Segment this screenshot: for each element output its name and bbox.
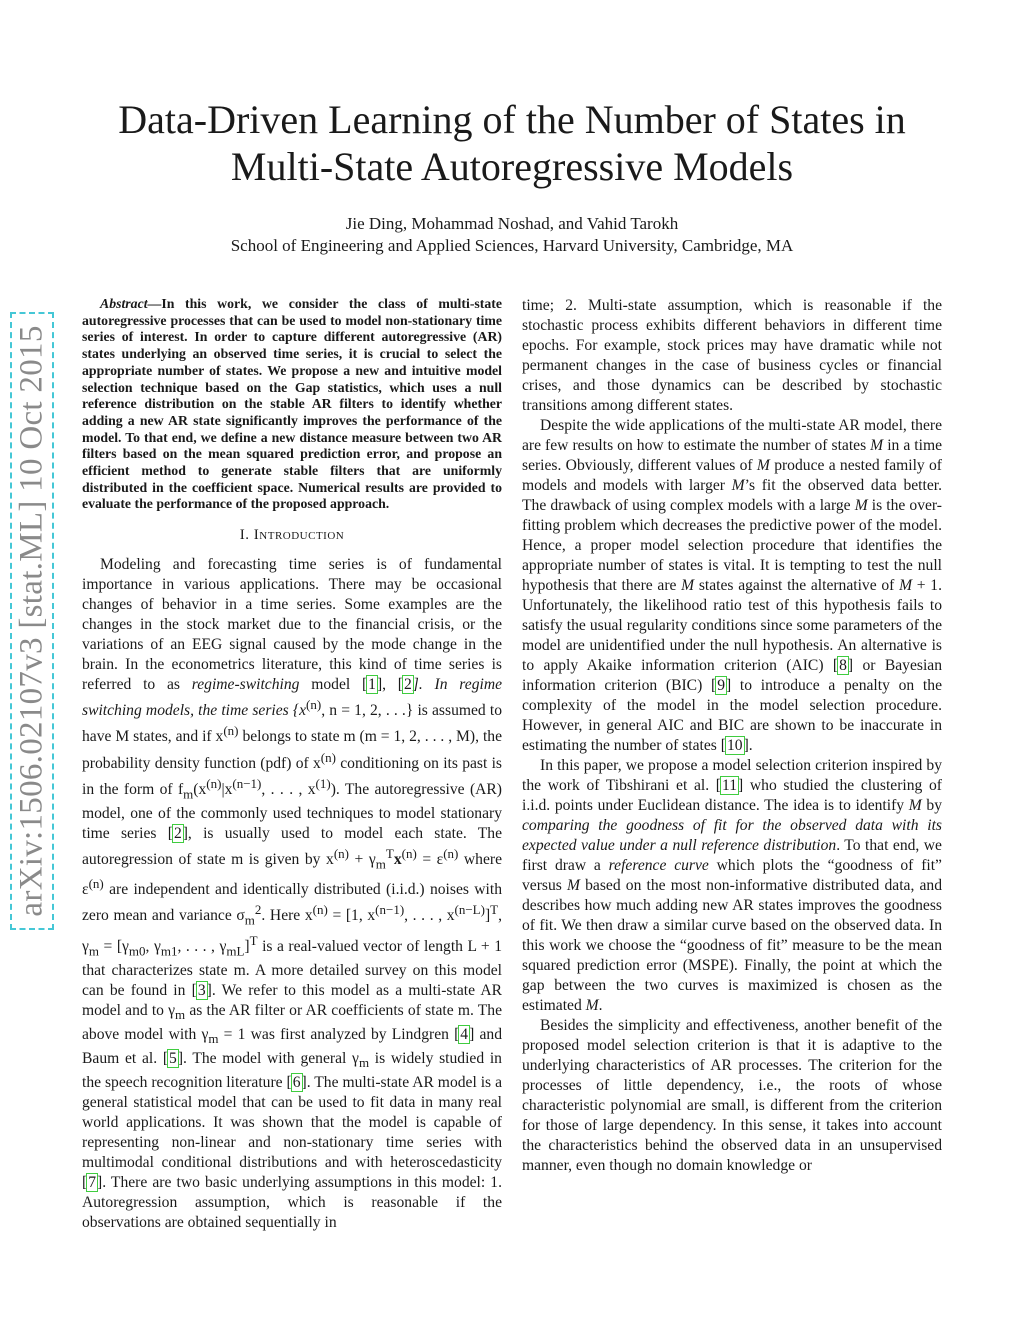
author-affiliation: School of Engineering and Applied Sciences, Harvard University, Cambridge, MA [230,236,794,255]
citation-10[interactable]: 10 [726,737,743,754]
arxiv-identifier: arXiv:1506.02107v3 [stat.ML] 10 Oct 2015 [13,325,50,917]
abstract-text: —In this work, we consider the class of multi-state autoregressive processes that can be used to model non-stationary time series of interest. In order to capture different autoregressive (AR) states underlying an observed time series, it is crucial to select the appropriate number of states. We propose a new and intuitive model selection technique based on the Gap statistics, which uses a null reference distribution on the stable AR filters to identify whether adding a new AR state significantly improves the performance of the model. To that end, we define a new distance measure between two AR filters based on the mean squared prediction error, and propose an efficient method to generate stable filters that are uniformly distributed in the coefficient space. Numerical results are provided to evaluate the performance of the proposed approach. [82,296,502,512]
intro-paragraph-1: Modeling and forecasting time series is of fundamental importance in various applications. There may be occasional changes of behavior in a time series. Some examples are the changes in the stock market due to the financial crisis, or the variations of an EEG signal caused by the mode change in the brain. In the econometrics literature, this kind of time series is referred to as regime-switching model [1], [2]. In regime switching models, the time series {$x^{(n)}$, n = 1, 2, . . .} is assumed to have M states, and if $x^{(n)}$ belongs to state m (m = 1, 2, . . . , M), the probability density function (pdf) of $x^{(n)}$ conditioning on its past is in the form of $f_m(x^{(n)}|x^{(n-1)}$, . . . , $x^{(1)}$). The autoregressive (AR) model, one of the commonly used techniques to model stationary time series [2], is usually used to model each state. The autoregression of state m is given by $x^{(n)} + \gamma_m^Tx^{(n)} = \varepsilon^{(n)}$ where $\varepsilon^{(n)}$ are independent and identically distributed (i.i.d.) noises with zero mean and variance $\sigma_m^2$. Here $x^{(n)} = [1$, $x^{(n-1)}$, . . . , $x^{(n-L)}]^T$, $\gamma_m = [\gamma_{m0}$, $\gamma_{m1}$, . . . , $\gamma_{mL}]^T$ is a real-valued vector of length L + 1 that characterizes state m. A more detailed survey on this model can be found in [3]. We refer to this model as a multi-state AR model and to $\gamma_m$ as the AR filter or AR coefficients of state m. The above model with $\gamma_m = 1$ was first analyzed by Lindgren [4] and Baum et al. [5]. The model with general $\gamma_m$ is widely studied in the speech recognition literature [6]. The multi-state AR model is a general statistical model that can be used to fit data in many real world applications. It was shown that the model is capable of representing non-linear and non-stationary time series with multimodal conditional distributions and with heteroscedasticity [7]. There are two basic underlying assumptions in this model: 1. Autoregression assumption, which is reasonable if the observations are obtained sequentially in [82,556,503,1232]
arxiv-sidebar-stamp [10,312,54,930]
citation-5[interactable]: 5 [169,1050,177,1068]
citation-7[interactable]: 7 [88,1174,96,1192]
abstract [82,296,502,513]
abstract-label: Abstract [100,296,148,311]
citation-8[interactable]: 8 [839,657,847,674]
intro-paragraph-4: Besides the simplicity and effectiveness, another benefit of the proposed model selection criterion is that it is adaptive to the underlying characteristics of AR processes. The criterion for the processes of little dependency, i.e., the roots of whose characteristic polynomial are small, is different from the criterion for those of large dependency. In this sense, it takes into account the characteristics behind the observed data in an unsupervised manner, even though no domain knowledge or [522,1017,942,1174]
citation-11[interactable]: 11 [722,777,738,794]
paper-title [60,96,964,190]
citation-9[interactable]: 9 [717,677,725,694]
title-line-1: Data-Driven Learning of the Number of States in [118,97,906,142]
citation-1[interactable]: 1 [368,676,376,694]
citation-2[interactable]: 2 [404,676,412,694]
citation-2[interactable]: 2 [173,825,182,842]
intro-paragraph-1-continued: time; 2. Multi-state assumption, which is reasonable if the stochastic process exhibits different behaviors in different time epochs. For example, stock prices may have dramatic while not permanent changes in the case of business cycles or financial crises, and those dynamics can be described by stochastic transitions among different states. [522,297,942,414]
citation-6[interactable]: 6 [292,1074,301,1092]
author-block [60,213,964,257]
author-names: Jie Ding, Mohammad Noshad, and Vahid Tarokh [345,214,679,233]
left-column [82,296,502,1233]
section-title: Introduction [253,527,345,544]
title-line-2: Multi-State Autoregressive Models [230,144,794,189]
section-heading-introduction [82,525,502,545]
intro-paragraph-2: Despite the wide applications of the multi-state AR model, there are few results on how to estimate the number of states M in a time series. Obviously, different values of M produce a nested family of models and models with larger M’s fit the observed data better. The drawback of using complex models with a large M is the over-fitting problem which decreases the predictive power of the model. Hence, a proper model selection procedure that identifies the appropriate number of states is vital. It is tempting to test the null hypothesis that there are M states against the alternative of M + 1. Unfortunately, the likelihood ratio test of this hypothesis fails to satisfy the usual regularity conditions since some parameters of the model are unidentified under the null hypothesis. An alternative is to apply Akaike information criterion (AIC) [8] or Bayesian information criterion (BIC) [9] to introduce a penalty on the complexity of the model in the model selection procedure. However, in general AIC and BIC are shown to be inaccurate in estimating the number of states [10]. [522,417,942,754]
citation-3[interactable]: 3 [197,982,206,1000]
citation-4[interactable]: 4 [460,1026,469,1044]
intro-paragraph-3: In this paper, we propose a model selection criterion inspired by the work of Tibshirani et al. [11] who studied the clustering of i.i.d. points under Euclidean distance. The idea is to identify M by comparing the goodness of fit for the observed data with its expected value under a null reference distribution. To that end, we first draw a reference curve which plots the “goodness of fit” versus M based on the most non-informative distributed data, and describes how much adding new AR states improves the goodness of fit. We then draw a similar curve based on the observed data. In this work we choose the “goodness of fit” measure to be the mean squared prediction error (MSPE). Finally, the point at which the gap between the two curves is maximized is chosen as the estimated M. [522,757,943,1014]
section-number: I. [239,527,250,544]
right-column [522,296,942,1176]
